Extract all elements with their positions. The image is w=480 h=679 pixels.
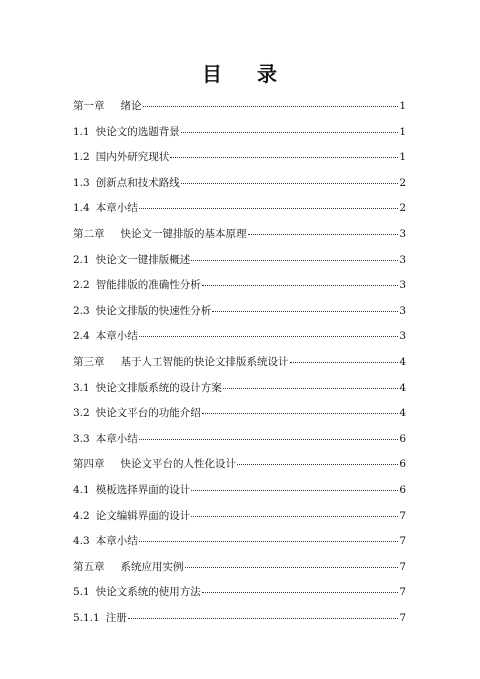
toc-entry-title: 快论文排版的快速性分析	[95, 304, 212, 317]
toc-entry-page: 7	[399, 560, 406, 573]
toc-entry[interactable]	[73, 432, 406, 458]
toc-dot-leader	[139, 208, 399, 209]
toc-dot-leader	[248, 234, 399, 235]
toc-entry-page: 7	[399, 611, 406, 624]
toc-entry-number: 4.3	[73, 535, 90, 548]
toc-entry-title: 快论文一键排版的基本原理	[120, 227, 247, 240]
toc-entry-page: 3	[399, 304, 406, 317]
toc-entry-number: 第一章	[73, 100, 105, 112]
toc-entry-number: 3.3	[73, 432, 90, 445]
toc-entry[interactable]	[73, 457, 406, 483]
toc-entry[interactable]	[73, 304, 406, 330]
toc-entry-title: 基于人工智能的快论文排版系统设计	[120, 355, 289, 368]
toc-entry-number: 1.2	[73, 151, 90, 164]
toc-title-char-1: 目	[202, 62, 223, 86]
toc-entry-page: 6	[399, 458, 406, 471]
toc-entry-number: 第五章	[73, 560, 105, 573]
toc-entry[interactable]	[73, 278, 406, 304]
toc-entry-page: 1	[399, 100, 406, 112]
toc-entry[interactable]	[73, 534, 406, 560]
toc-entry[interactable]	[73, 355, 406, 381]
toc-entry-page: 4	[399, 381, 406, 394]
toc-entry-number: 4.1	[73, 483, 90, 496]
toc-entry[interactable]	[73, 253, 406, 279]
toc-entry-number: 3.2	[73, 407, 90, 420]
toc-dot-leader	[202, 592, 399, 593]
toc-entry[interactable]	[73, 509, 406, 535]
toc-dot-leader	[139, 541, 399, 542]
toc-dot-leader	[191, 516, 398, 517]
toc-entry-number: 5.1	[73, 586, 90, 599]
toc-entry-number: 2.4	[73, 330, 90, 343]
toc-entry-number: 3.1	[73, 381, 90, 394]
toc-list	[73, 99, 406, 636]
toc-entry-page: 3	[399, 253, 406, 266]
toc-entry[interactable]	[73, 99, 406, 125]
toc-entry-title: 注册	[105, 611, 127, 624]
toc-entry-number: 2.3	[73, 304, 90, 317]
toc-entry[interactable]	[73, 483, 406, 509]
toc-entry-page: 7	[399, 535, 406, 548]
toc-entry-title: 国内外研究现状	[95, 151, 170, 164]
toc-dot-leader	[202, 285, 399, 286]
toc-entry[interactable]	[73, 176, 406, 202]
toc-entry-page: 1	[399, 125, 406, 138]
toc-entry-title: 快论文排版系统的设计方案	[95, 381, 222, 394]
toc-dot-leader	[237, 464, 398, 465]
toc-dot-leader	[191, 490, 398, 491]
toc-dot-leader	[139, 439, 399, 440]
toc-entry[interactable]	[73, 201, 406, 227]
toc-entry-title: 本章小结	[95, 202, 138, 215]
toc-entry-page: 3	[399, 279, 406, 292]
toc-entry-title: 快论文一键排版概述	[95, 253, 191, 266]
toc-entry-page: 4	[399, 355, 406, 368]
toc-dot-leader	[212, 311, 398, 312]
toc-entry-title: 系统应用实例	[120, 560, 184, 573]
toc-entry-title: 论文编辑界面的设计	[95, 509, 191, 522]
toc-dot-leader	[181, 183, 399, 184]
toc-entry-title: 快论文系统的使用方法	[95, 586, 201, 599]
toc-dot-leader	[290, 362, 399, 363]
toc-entry[interactable]	[73, 611, 406, 637]
toc-entry-title: 快论文平台的人性化设计	[120, 458, 236, 471]
toc-entry-title: 模板选择界面的设计	[95, 483, 191, 496]
toc-dot-leader	[139, 336, 399, 337]
toc-dot-leader	[170, 157, 398, 158]
toc-entry-page: 6	[399, 432, 406, 445]
toc-entry-page: 4	[399, 407, 406, 420]
toc-title	[0, 58, 480, 87]
toc-entry[interactable]	[73, 585, 406, 611]
toc-entry-page: 7	[399, 509, 406, 522]
toc-entry-title: 本章小结	[95, 432, 138, 445]
toc-entry[interactable]	[73, 406, 406, 432]
toc-title-char-2: 录	[257, 62, 278, 86]
toc-entry[interactable]	[73, 381, 406, 407]
toc-entry-title: 绪论	[120, 100, 142, 112]
toc-entry-page: 6	[399, 483, 406, 496]
toc-entry[interactable]	[73, 227, 406, 253]
toc-dot-leader	[185, 567, 399, 568]
toc-entry-title: 快论文平台的功能介绍	[95, 407, 201, 420]
toc-entry-title: 本章小结	[95, 330, 138, 343]
toc-entry-page: 3	[399, 330, 406, 343]
toc-entry-number: 第四章	[73, 458, 105, 471]
toc-entry-title: 创新点和技术路线	[95, 176, 180, 189]
toc-entry-number: 1.4	[73, 202, 90, 215]
toc-entry-page: 2	[399, 176, 406, 189]
toc-entry-page: 1	[399, 151, 406, 164]
toc-dot-leader	[128, 618, 399, 619]
toc-entry-page: 3	[399, 227, 406, 240]
toc-entry-number: 4.2	[73, 509, 90, 522]
toc-entry-number: 5.1.1	[73, 611, 100, 624]
toc-entry-page: 2	[399, 202, 406, 215]
toc-entry-number: 2.2	[73, 279, 90, 292]
toc-entry-number: 1.3	[73, 176, 90, 189]
toc-entry-number: 1.1	[73, 125, 90, 138]
toc-entry[interactable]	[73, 329, 406, 355]
toc-dot-leader	[143, 106, 399, 107]
toc-entry-number: 第三章	[73, 355, 105, 368]
toc-entry[interactable]	[73, 150, 406, 176]
toc-entry-number: 2.1	[73, 253, 90, 266]
toc-entry-page: 7	[399, 586, 406, 599]
toc-dot-leader	[191, 260, 398, 261]
toc-entry[interactable]	[73, 560, 406, 586]
toc-entry-title: 本章小结	[95, 535, 138, 548]
toc-dot-leader	[223, 388, 399, 389]
toc-entry-number: 第二章	[73, 227, 105, 240]
toc-entry-title: 智能排版的准确性分析	[95, 279, 201, 292]
toc-dot-leader	[181, 132, 399, 133]
toc-entry-title: 快论文的选题背景	[95, 125, 180, 138]
toc-entry[interactable]	[73, 125, 406, 151]
toc-dot-leader	[202, 413, 399, 414]
